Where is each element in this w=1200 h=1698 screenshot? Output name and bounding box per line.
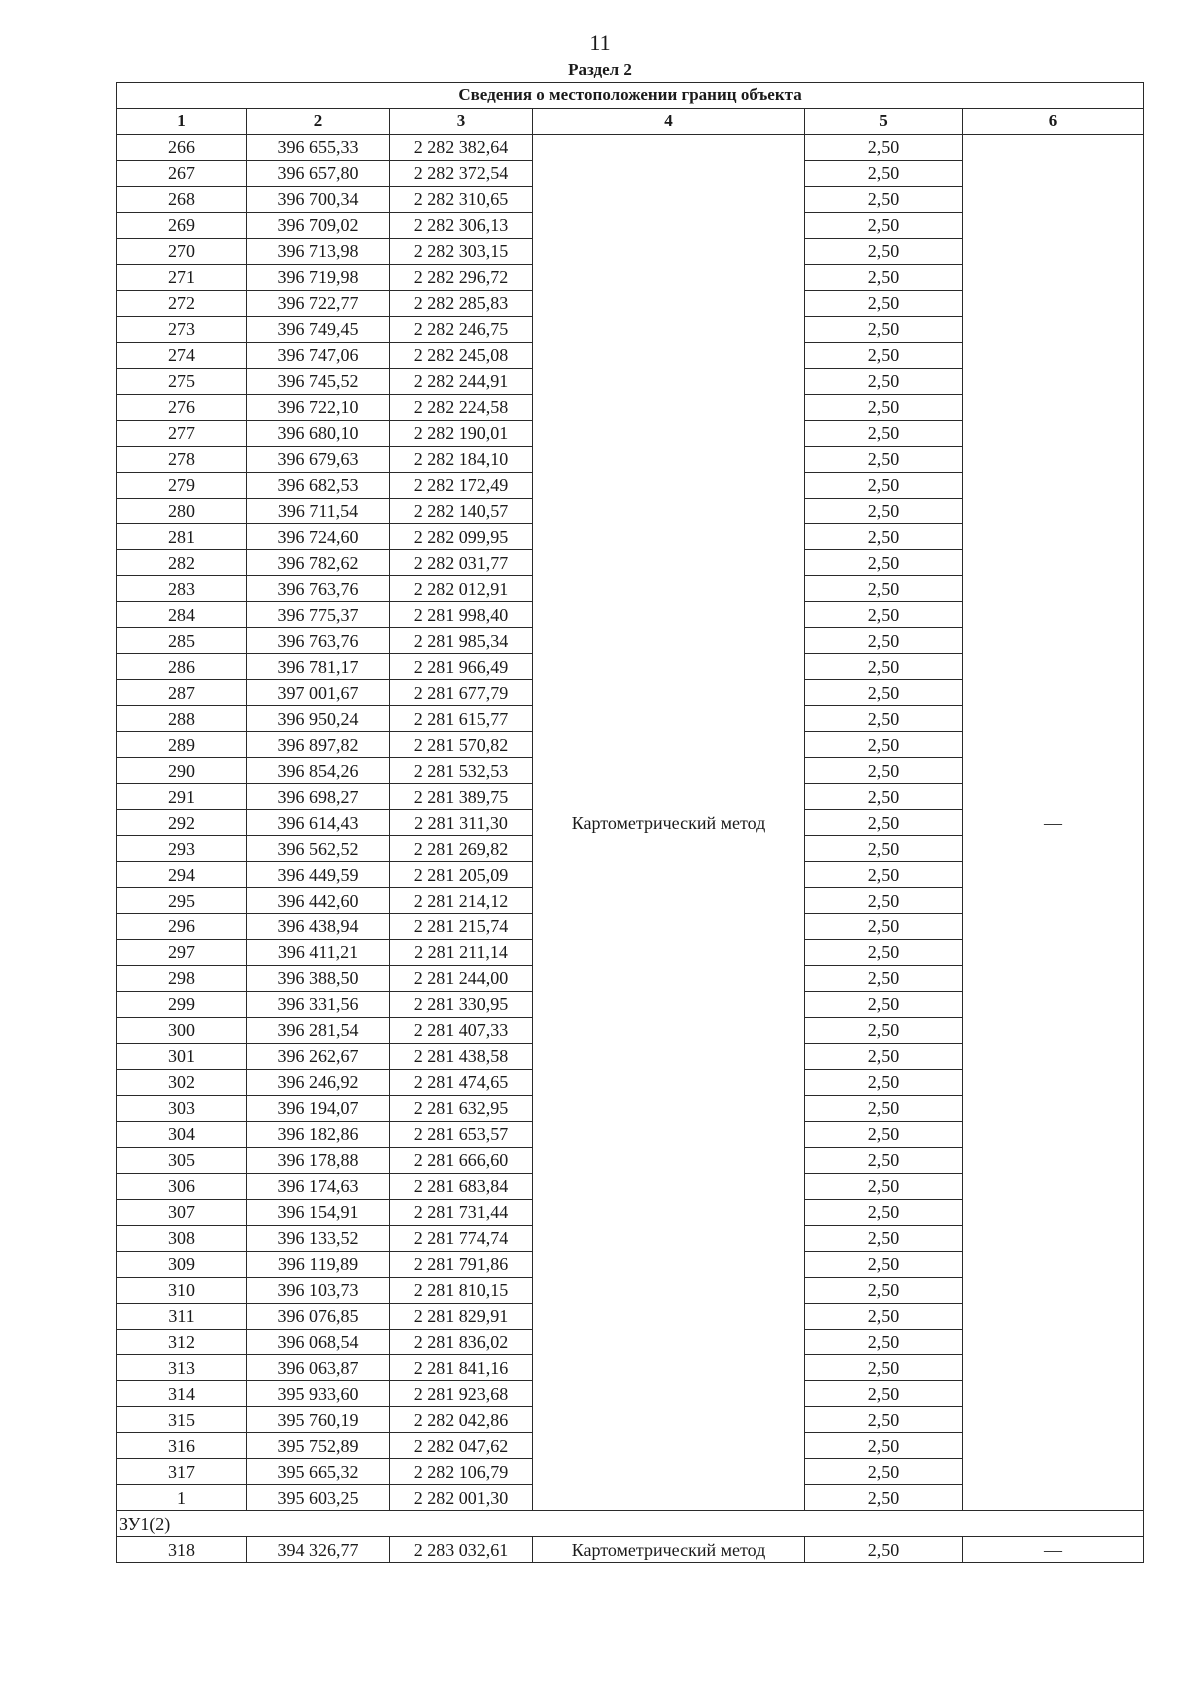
accuracy-cell: 2,50 (805, 212, 963, 238)
y-coordinate-cell: 2 282 306,13 (390, 212, 533, 238)
x-coordinate-cell: 395 933,60 (247, 1381, 390, 1407)
point-number-cell: 297 (117, 939, 247, 965)
point-number-cell: 1 (117, 1485, 247, 1511)
accuracy-cell: 2,50 (805, 1199, 963, 1225)
y-coordinate-cell: 2 281 677,79 (390, 680, 533, 706)
y-coordinate-cell: 2 281 985,34 (390, 628, 533, 654)
x-coordinate-cell: 396 749,45 (247, 316, 390, 342)
x-coordinate-cell: 396 262,67 (247, 1043, 390, 1069)
y-coordinate-cell: 2 283 032,61 (390, 1537, 533, 1563)
x-coordinate-cell: 396 782,62 (247, 550, 390, 576)
y-coordinate-cell: 2 281 829,91 (390, 1303, 533, 1329)
x-coordinate-cell: 396 562,52 (247, 836, 390, 862)
accuracy-cell: 2,50 (805, 1251, 963, 1277)
y-coordinate-cell: 2 281 683,84 (390, 1173, 533, 1199)
x-coordinate-cell: 395 665,32 (247, 1459, 390, 1485)
y-coordinate-cell: 2 282 310,65 (390, 186, 533, 212)
y-coordinate-cell: 2 282 031,77 (390, 550, 533, 576)
method-cell: Картометрический метод (533, 134, 805, 1510)
point-number-cell: 283 (117, 576, 247, 602)
point-number-cell: 285 (117, 628, 247, 654)
column-header-5: 5 (805, 108, 963, 134)
point-number-cell: 308 (117, 1225, 247, 1251)
y-coordinate-cell: 2 282 244,91 (390, 368, 533, 394)
accuracy-cell: 2,50 (805, 1147, 963, 1173)
point-number-cell: 271 (117, 264, 247, 290)
accuracy-cell: 2,50 (805, 939, 963, 965)
accuracy-cell: 2,50 (805, 784, 963, 810)
accuracy-cell: 2,50 (805, 628, 963, 654)
point-number-cell: 277 (117, 420, 247, 446)
description-cell: — (963, 1537, 1144, 1563)
y-coordinate-cell: 2 282 042,86 (390, 1407, 533, 1433)
table-row (117, 1537, 1144, 1563)
accuracy-cell: 2,50 (805, 264, 963, 290)
point-number-cell: 313 (117, 1355, 247, 1381)
accuracy-cell: 2,50 (805, 1433, 963, 1459)
x-coordinate-cell: 396 698,27 (247, 784, 390, 810)
x-coordinate-cell: 396 709,02 (247, 212, 390, 238)
accuracy-cell: 2,50 (805, 732, 963, 758)
point-number-cell: 270 (117, 238, 247, 264)
x-coordinate-cell: 396 722,77 (247, 290, 390, 316)
point-number-cell: 312 (117, 1329, 247, 1355)
y-coordinate-cell: 2 281 330,95 (390, 991, 533, 1017)
accuracy-cell: 2,50 (805, 134, 963, 160)
y-coordinate-cell: 2 281 632,95 (390, 1095, 533, 1121)
x-coordinate-cell: 396 657,80 (247, 160, 390, 186)
x-coordinate-cell: 396 747,06 (247, 342, 390, 368)
y-coordinate-cell: 2 281 923,68 (390, 1381, 533, 1407)
accuracy-cell: 2,50 (805, 758, 963, 784)
point-number-cell: 295 (117, 888, 247, 914)
accuracy-cell: 2,50 (805, 446, 963, 472)
x-coordinate-cell: 396 950,24 (247, 706, 390, 732)
table-row (117, 134, 1144, 160)
column-header-4: 4 (533, 108, 805, 134)
point-number-cell: 300 (117, 1017, 247, 1043)
x-coordinate-cell: 396 775,37 (247, 602, 390, 628)
y-coordinate-cell: 2 281 570,82 (390, 732, 533, 758)
x-coordinate-cell: 396 724,60 (247, 524, 390, 550)
x-coordinate-cell: 396 063,87 (247, 1355, 390, 1381)
x-coordinate-cell: 394 326,77 (247, 1537, 390, 1563)
y-coordinate-cell: 2 281 653,57 (390, 1121, 533, 1147)
x-coordinate-cell: 396 679,63 (247, 446, 390, 472)
point-number-cell: 287 (117, 680, 247, 706)
accuracy-cell: 2,50 (805, 654, 963, 680)
column-header-1: 1 (117, 108, 247, 134)
point-number-cell: 318 (117, 1537, 247, 1563)
y-coordinate-cell: 2 281 791,86 (390, 1251, 533, 1277)
section-title: Раздел 2 (568, 60, 632, 79)
point-number-cell: 306 (117, 1173, 247, 1199)
accuracy-cell: 2,50 (805, 394, 963, 420)
x-coordinate-cell: 396 281,54 (247, 1017, 390, 1043)
accuracy-cell: 2,50 (805, 862, 963, 888)
accuracy-cell: 2,50 (805, 836, 963, 862)
y-coordinate-cell: 2 282 184,10 (390, 446, 533, 472)
x-coordinate-cell: 396 178,88 (247, 1147, 390, 1173)
x-coordinate-cell: 396 854,26 (247, 758, 390, 784)
x-coordinate-cell: 396 246,92 (247, 1069, 390, 1095)
point-number-cell: 275 (117, 368, 247, 394)
point-number-cell: 280 (117, 498, 247, 524)
page-number: 11 (589, 30, 611, 55)
accuracy-cell: 2,50 (805, 342, 963, 368)
point-number-cell: 278 (117, 446, 247, 472)
point-number-cell: 281 (117, 524, 247, 550)
y-coordinate-cell: 2 282 190,01 (390, 420, 533, 446)
point-number-cell: 298 (117, 965, 247, 991)
accuracy-cell: 2,50 (805, 888, 963, 914)
point-number-cell: 291 (117, 784, 247, 810)
y-coordinate-cell: 2 282 001,30 (390, 1485, 533, 1511)
accuracy-cell: 2,50 (805, 498, 963, 524)
coordinates-table (116, 82, 1144, 1563)
x-coordinate-cell: 396 763,76 (247, 628, 390, 654)
y-coordinate-cell: 2 282 303,15 (390, 238, 533, 264)
accuracy-cell: 2,50 (805, 550, 963, 576)
accuracy-cell: 2,50 (805, 810, 963, 836)
accuracy-cell: 2,50 (805, 1017, 963, 1043)
point-number-cell: 304 (117, 1121, 247, 1147)
column-header-3: 3 (390, 108, 533, 134)
y-coordinate-cell: 2 282 285,83 (390, 290, 533, 316)
y-coordinate-cell: 2 282 296,72 (390, 264, 533, 290)
description-cell: — (963, 134, 1144, 1510)
x-coordinate-cell: 396 700,34 (247, 186, 390, 212)
x-coordinate-cell: 396 614,43 (247, 810, 390, 836)
accuracy-cell: 2,50 (805, 1407, 963, 1433)
x-coordinate-cell: 396 897,82 (247, 732, 390, 758)
accuracy-cell: 2,50 (805, 965, 963, 991)
x-coordinate-cell: 395 603,25 (247, 1485, 390, 1511)
accuracy-cell: 2,50 (805, 1277, 963, 1303)
point-number-cell: 311 (117, 1303, 247, 1329)
accuracy-cell: 2,50 (805, 368, 963, 394)
y-coordinate-cell: 2 282 140,57 (390, 498, 533, 524)
x-coordinate-cell: 396 194,07 (247, 1095, 390, 1121)
accuracy-cell: 2,50 (805, 1381, 963, 1407)
y-coordinate-cell: 2 282 172,49 (390, 472, 533, 498)
y-coordinate-cell: 2 281 474,65 (390, 1069, 533, 1095)
point-number-cell: 307 (117, 1199, 247, 1225)
x-coordinate-cell: 396 781,17 (247, 654, 390, 680)
x-coordinate-cell: 397 001,67 (247, 680, 390, 706)
y-coordinate-cell: 2 281 841,16 (390, 1355, 533, 1381)
x-coordinate-cell: 396 411,21 (247, 939, 390, 965)
x-coordinate-cell: 395 760,19 (247, 1407, 390, 1433)
x-coordinate-cell: 396 154,91 (247, 1199, 390, 1225)
column-header-2: 2 (247, 108, 390, 134)
x-coordinate-cell: 396 331,56 (247, 991, 390, 1017)
y-coordinate-cell: 2 281 407,33 (390, 1017, 533, 1043)
x-coordinate-cell: 396 388,50 (247, 965, 390, 991)
accuracy-cell: 2,50 (805, 420, 963, 446)
point-number-cell: 315 (117, 1407, 247, 1433)
y-coordinate-cell: 2 281 269,82 (390, 836, 533, 862)
y-coordinate-cell: 2 281 774,74 (390, 1225, 533, 1251)
y-coordinate-cell: 2 281 731,44 (390, 1199, 533, 1225)
point-number-cell: 294 (117, 862, 247, 888)
accuracy-cell: 2,50 (805, 576, 963, 602)
x-coordinate-cell: 396 068,54 (247, 1329, 390, 1355)
point-number-cell: 273 (117, 316, 247, 342)
point-number-cell: 269 (117, 212, 247, 238)
accuracy-cell: 2,50 (805, 1043, 963, 1069)
x-coordinate-cell: 396 711,54 (247, 498, 390, 524)
x-coordinate-cell: 396 442,60 (247, 888, 390, 914)
x-coordinate-cell: 396 763,76 (247, 576, 390, 602)
point-number-cell: 299 (117, 991, 247, 1017)
column-header-row (117, 108, 1144, 134)
y-coordinate-cell: 2 281 666,60 (390, 1147, 533, 1173)
accuracy-cell: 2,50 (805, 472, 963, 498)
accuracy-cell: 2,50 (805, 602, 963, 628)
x-coordinate-cell: 395 752,89 (247, 1433, 390, 1459)
y-coordinate-cell: 2 282 099,95 (390, 524, 533, 550)
x-coordinate-cell: 396 076,85 (247, 1303, 390, 1329)
point-number-cell: 286 (117, 654, 247, 680)
point-number-cell: 282 (117, 550, 247, 576)
accuracy-cell: 2,50 (805, 1485, 963, 1511)
table-caption-row (117, 83, 1144, 109)
y-coordinate-cell: 2 281 205,09 (390, 862, 533, 888)
y-coordinate-cell: 2 281 438,58 (390, 1043, 533, 1069)
accuracy-cell: 2,50 (805, 1355, 963, 1381)
y-coordinate-cell: 2 281 966,49 (390, 654, 533, 680)
point-number-cell: 317 (117, 1459, 247, 1485)
point-number-cell: 296 (117, 914, 247, 940)
x-coordinate-cell: 396 680,10 (247, 420, 390, 446)
accuracy-cell: 2,50 (805, 1121, 963, 1147)
point-number-cell: 279 (117, 472, 247, 498)
accuracy-cell: 2,50 (805, 991, 963, 1017)
accuracy-cell: 2,50 (805, 160, 963, 186)
y-coordinate-cell: 2 281 214,12 (390, 888, 533, 914)
x-coordinate-cell: 396 713,98 (247, 238, 390, 264)
accuracy-cell: 2,50 (805, 1329, 963, 1355)
x-coordinate-cell: 396 722,10 (247, 394, 390, 420)
point-number-cell: 310 (117, 1277, 247, 1303)
accuracy-cell: 2,50 (805, 1225, 963, 1251)
accuracy-cell: 2,50 (805, 524, 963, 550)
point-number-cell: 292 (117, 810, 247, 836)
accuracy-cell: 2,50 (805, 1537, 963, 1563)
y-coordinate-cell: 2 282 012,91 (390, 576, 533, 602)
y-coordinate-cell: 2 282 047,62 (390, 1433, 533, 1459)
point-number-cell: 305 (117, 1147, 247, 1173)
point-number-cell: 288 (117, 706, 247, 732)
accuracy-cell: 2,50 (805, 290, 963, 316)
y-coordinate-cell: 2 281 311,30 (390, 810, 533, 836)
x-coordinate-cell: 396 133,52 (247, 1225, 390, 1251)
point-number-cell: 302 (117, 1069, 247, 1095)
y-coordinate-cell: 2 281 615,77 (390, 706, 533, 732)
x-coordinate-cell: 396 103,73 (247, 1277, 390, 1303)
method-cell: Картометрический метод (533, 1537, 805, 1563)
y-coordinate-cell: 2 281 215,74 (390, 914, 533, 940)
point-number-cell: 289 (117, 732, 247, 758)
accuracy-cell: 2,50 (805, 1095, 963, 1121)
y-coordinate-cell: 2 282 246,75 (390, 316, 533, 342)
point-number-cell: 303 (117, 1095, 247, 1121)
x-coordinate-cell: 396 182,86 (247, 1121, 390, 1147)
point-number-cell: 266 (117, 134, 247, 160)
table-caption: Сведения о местоположении границ объекта (117, 83, 1144, 109)
y-coordinate-cell: 2 281 211,14 (390, 939, 533, 965)
y-coordinate-cell: 2 281 244,00 (390, 965, 533, 991)
accuracy-cell: 2,50 (805, 914, 963, 940)
point-number-cell: 267 (117, 160, 247, 186)
point-number-cell: 301 (117, 1043, 247, 1069)
accuracy-cell: 2,50 (805, 706, 963, 732)
subgroup-label: ЗУ1(2) (117, 1511, 1144, 1537)
y-coordinate-cell: 2 282 245,08 (390, 342, 533, 368)
x-coordinate-cell: 396 719,98 (247, 264, 390, 290)
x-coordinate-cell: 396 119,89 (247, 1251, 390, 1277)
point-number-cell: 284 (117, 602, 247, 628)
y-coordinate-cell: 2 282 382,64 (390, 134, 533, 160)
accuracy-cell: 2,50 (805, 186, 963, 212)
y-coordinate-cell: 2 281 998,40 (390, 602, 533, 628)
x-coordinate-cell: 396 449,59 (247, 862, 390, 888)
point-number-cell: 290 (117, 758, 247, 784)
point-number-cell: 274 (117, 342, 247, 368)
y-coordinate-cell: 2 281 810,15 (390, 1277, 533, 1303)
accuracy-cell: 2,50 (805, 316, 963, 342)
point-number-cell: 314 (117, 1381, 247, 1407)
point-number-cell: 276 (117, 394, 247, 420)
point-number-cell: 316 (117, 1433, 247, 1459)
accuracy-cell: 2,50 (805, 1173, 963, 1199)
point-number-cell: 272 (117, 290, 247, 316)
y-coordinate-cell: 2 281 532,53 (390, 758, 533, 784)
y-coordinate-cell: 2 281 389,75 (390, 784, 533, 810)
accuracy-cell: 2,50 (805, 1459, 963, 1485)
y-coordinate-cell: 2 282 106,79 (390, 1459, 533, 1485)
x-coordinate-cell: 396 174,63 (247, 1173, 390, 1199)
point-number-cell: 293 (117, 836, 247, 862)
column-header-6: 6 (963, 108, 1144, 134)
x-coordinate-cell: 396 745,52 (247, 368, 390, 394)
accuracy-cell: 2,50 (805, 238, 963, 264)
point-number-cell: 268 (117, 186, 247, 212)
y-coordinate-cell: 2 281 836,02 (390, 1329, 533, 1355)
y-coordinate-cell: 2 282 224,58 (390, 394, 533, 420)
accuracy-cell: 2,50 (805, 1069, 963, 1095)
accuracy-cell: 2,50 (805, 1303, 963, 1329)
subgroup-row (117, 1511, 1144, 1537)
point-number-cell: 309 (117, 1251, 247, 1277)
x-coordinate-cell: 396 438,94 (247, 914, 390, 940)
x-coordinate-cell: 396 655,33 (247, 134, 390, 160)
accuracy-cell: 2,50 (805, 680, 963, 706)
y-coordinate-cell: 2 282 372,54 (390, 160, 533, 186)
x-coordinate-cell: 396 682,53 (247, 472, 390, 498)
